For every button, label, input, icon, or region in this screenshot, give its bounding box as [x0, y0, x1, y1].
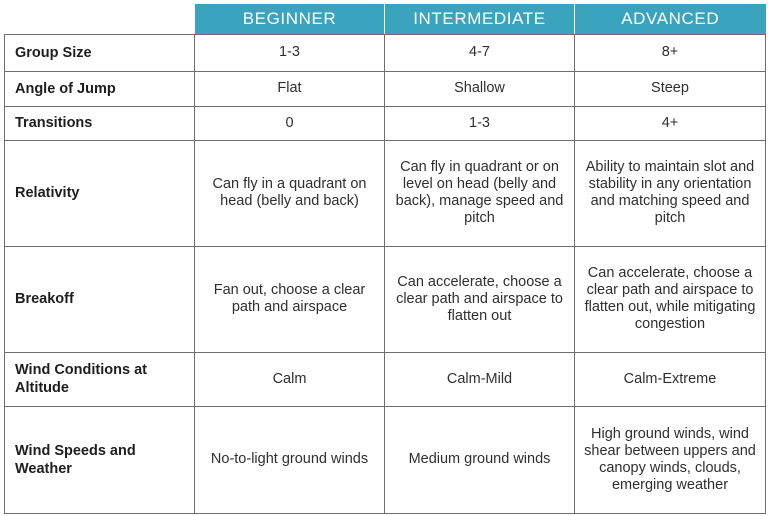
table-row-group-size [5, 34, 766, 71]
skill-level-table [4, 4, 766, 514]
row-label-angle-of-jump: Angle of Jump [5, 71, 195, 106]
table-row-breakoff [5, 246, 766, 352]
table-row-wind-conditions [5, 352, 766, 406]
header-row [5, 4, 766, 34]
row-label-group-size: Group Size [5, 34, 195, 71]
row-label-relativity: Relativity [5, 140, 195, 246]
cell-angle-of-jump-intermediate: Shallow [385, 71, 575, 106]
table-row-relativity [5, 140, 766, 246]
column-header-intermediate: INTERMEDIATE [385, 4, 575, 34]
cell-angle-of-jump-advanced: Steep [575, 71, 766, 106]
cell-breakoff-beginner: Fan out, choose a clear path and airspace [195, 246, 385, 352]
cell-relativity-advanced: Ability to maintain slot and stability in any orientation and matching speed and pitch [575, 140, 766, 246]
cell-transitions-beginner: 0 [195, 106, 385, 140]
cell-wind-speeds-intermediate: Medium ground winds [385, 406, 575, 513]
cell-wind-speeds-advanced: High ground winds, wind shear between uppers and canopy winds, clouds, emerging weather [575, 406, 766, 513]
table-row-wind-speeds [5, 406, 766, 513]
cell-wind-conditions-intermediate: Calm-Mild [385, 352, 575, 406]
cell-angle-of-jump-beginner: Flat [195, 71, 385, 106]
column-header-advanced: ADVANCED [575, 4, 766, 34]
cell-transitions-advanced: 4+ [575, 106, 766, 140]
row-label-wind-speeds: Wind Speeds and Weather [5, 406, 195, 513]
cell-wind-conditions-beginner: Calm [195, 352, 385, 406]
cell-breakoff-advanced: Can accelerate, choose a clear path and airspace to flatten out, while mitigating congestion [575, 246, 766, 352]
row-label-breakoff: Breakoff [5, 246, 195, 352]
cell-transitions-intermediate: 1-3 [385, 106, 575, 140]
cell-group-size-advanced: 8+ [575, 34, 766, 71]
table-row-angle-of-jump [5, 71, 766, 106]
table-row-transitions [5, 106, 766, 140]
cell-group-size-intermediate: 4-7 [385, 34, 575, 71]
cell-group-size-beginner: 1-3 [195, 34, 385, 71]
row-label-transitions: Transitions [5, 106, 195, 140]
cell-wind-conditions-advanced: Calm-Extreme [575, 352, 766, 406]
column-header-beginner: BEGINNER [195, 4, 385, 34]
header-corner [5, 4, 195, 34]
cell-breakoff-intermediate: Can accelerate, choose a clear path and airspace to flatten out [385, 246, 575, 352]
row-label-wind-conditions: Wind Conditions at Altitude [5, 352, 195, 406]
cell-wind-speeds-beginner: No-to-light ground winds [195, 406, 385, 513]
cell-relativity-intermediate: Can fly in quadrant or on level on head (belly and back), manage speed and pitch [385, 140, 575, 246]
cell-relativity-beginner: Can fly in a quadrant on head (belly and back) [195, 140, 385, 246]
